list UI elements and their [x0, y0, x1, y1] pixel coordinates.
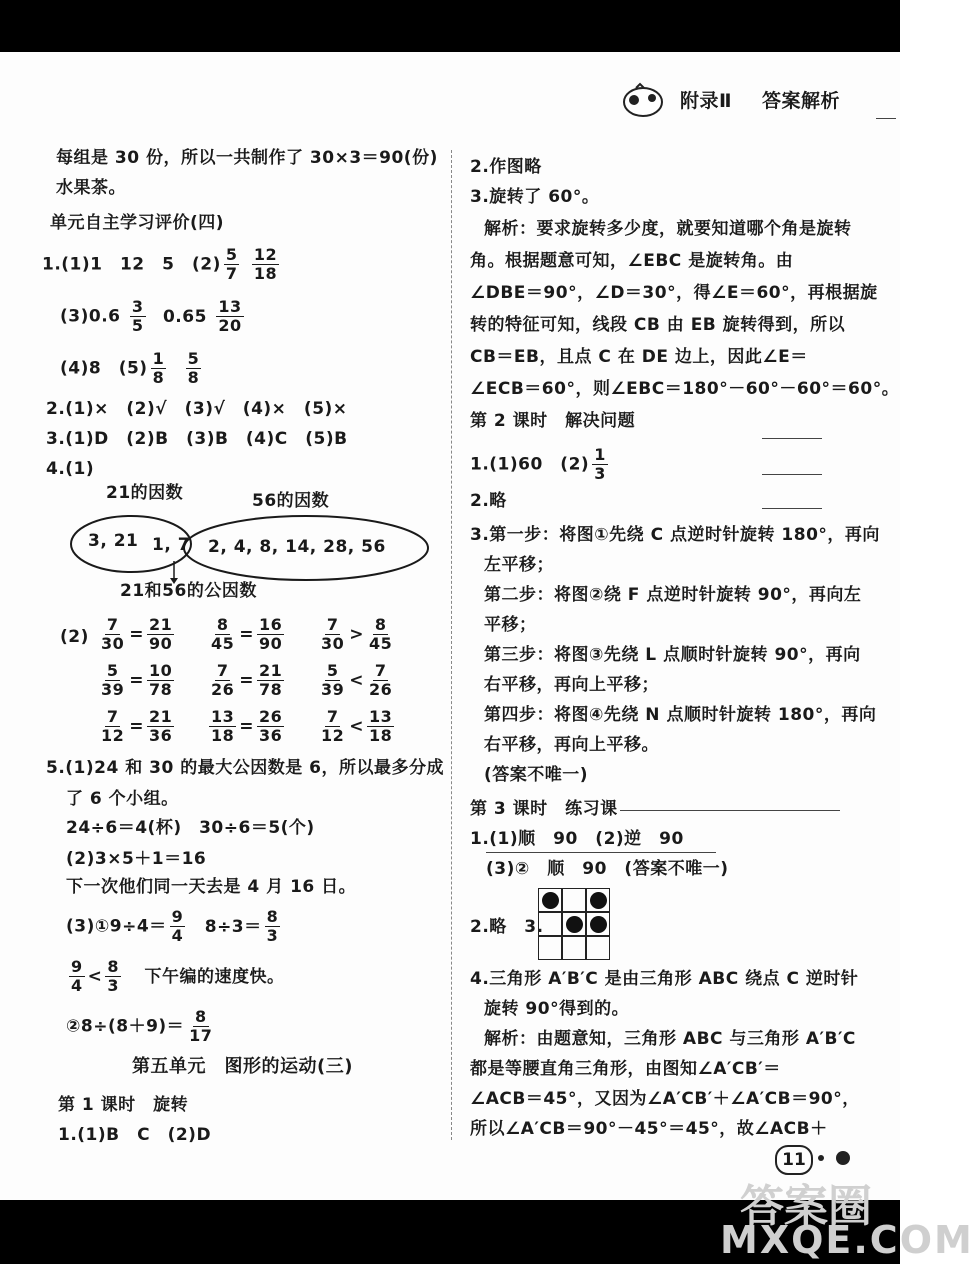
text-line: 1.(1)B C (2)D — [58, 1125, 212, 1145]
text-line: 角。根据题意可知，∠EBC 是旋转角。由 — [470, 251, 794, 271]
lesson-heading: 第 3 课时 练习课 — [470, 799, 618, 819]
fraction: $\frac{7}{26}$ — [211, 661, 235, 699]
comparison-operator: = — [239, 670, 255, 691]
answer-q5-3: (3)①9÷4＝ $\frac{9}{4}$ 8÷3＝ $\frac{8}{3}$ — [66, 907, 279, 945]
text-line: 都是等腰直角三角形，由图知∠A′CB′＝ — [470, 1059, 781, 1079]
fraction: $\frac{12}{18}$ — [253, 245, 278, 283]
text-line: 了 6 个小组。 — [66, 789, 179, 809]
dot-grid-figure — [538, 888, 610, 960]
comparison-operator: = — [239, 624, 255, 645]
answer-q1-line3: (3)0.6 $\frac{3}{5}$ 0.65 $\frac{13}{20}$ — [60, 297, 242, 335]
header-appendix: 附录Ⅱ — [680, 90, 733, 112]
venn-common: 1, 7 — [152, 535, 191, 555]
fraction-comparison — [316, 662, 397, 699]
text-line: 转的特征可知，线段 CB 由 EB 旋转得到，所以 — [470, 315, 846, 335]
text-line: 右平移，再向上平移。 — [484, 735, 659, 755]
column-divider — [451, 150, 452, 1140]
fraction: $\frac{3}{5}$ — [131, 297, 144, 335]
fraction-comparison — [96, 616, 177, 653]
fraction-comparison — [96, 708, 177, 745]
fraction-comparison — [96, 662, 177, 699]
fraction: $\frac{10}{78}$ — [149, 661, 173, 699]
text-line: 每组是 30 份，所以一共制作了 30×3＝90(份) — [56, 148, 438, 168]
answer-q1-line1: 1.(1)1 12 5 (2) $\frac{5}{7}$ $\frac{12}{18}$ — [42, 245, 278, 283]
page-number: 11 — [775, 1145, 813, 1175]
lesson-heading: 第 2 课时 解决问题 — [470, 411, 636, 431]
comparison-operator: < — [349, 670, 365, 691]
fraction: $\frac{7}{26}$ — [369, 661, 393, 699]
text-line: 所以∠A′CB＝90°－45°＝45°，故∠ACB＋ — [470, 1119, 828, 1139]
text-line: 下一次他们同一天去是 4 月 16 日。 — [66, 877, 357, 897]
fraction: $\frac{16}{90}$ — [259, 615, 283, 653]
text-line: 24÷6＝4(杯) 30÷6＝5(个) — [66, 818, 315, 838]
fraction: $\frac{21}{90}$ — [149, 615, 173, 653]
watermark-logo: 答案圈 — [740, 1181, 872, 1232]
text-line: 4.三角形 A′B′C 是由三角形 ABC 绕点 C 逆时针 — [470, 969, 859, 989]
text-line: 第二步：将图②绕 F 点逆时针旋转 90°，再向左 — [484, 585, 862, 605]
dot — [542, 892, 559, 909]
q4-2-label: (2) — [60, 627, 89, 647]
text-line: 2.略 — [470, 491, 507, 511]
heading-rule — [620, 810, 840, 811]
text-line: 平移； — [484, 615, 537, 635]
text-line: 解析：由题意知，三角形 ABC 与三角形 A′B′C — [484, 1029, 856, 1049]
fraction: $\frac{7}{12}$ — [101, 707, 125, 745]
text-line: ∠ECB＝60°，则∠EBC＝180°－60°－60°＝60°。 — [470, 379, 900, 399]
answer-q4: 4.(1) — [46, 459, 95, 479]
text-line: 右平移，再向上平移； — [484, 675, 659, 695]
fraction: $\frac{13}{18}$ — [369, 707, 393, 745]
fraction: $\frac{7}{30}$ — [101, 615, 125, 653]
fraction: $\frac{5}{39}$ — [321, 661, 345, 699]
fraction: $\frac{1}{8}$ — [152, 349, 165, 387]
header-mascot-icon — [622, 84, 664, 118]
text-line: 2.作图略 — [470, 157, 542, 177]
dot — [590, 892, 607, 909]
answer-q1-line4: (4)8 (5) $\frac{1}{8}$ $\frac{5}{8}$ — [60, 349, 200, 387]
answer-q3: 3.(1)D (2)B (3)B (4)C (5)B — [46, 429, 348, 449]
venn-left-title: 21的因数 — [106, 483, 184, 503]
fraction: $\frac{8}{45}$ — [211, 615, 235, 653]
text-line: (答案不唯一) — [484, 765, 589, 785]
text-line: 3.第一步：将图①先绕 C 点逆时针旋转 180°，再向 — [470, 525, 880, 545]
comparison-operator: = — [129, 624, 145, 645]
text-line: 旋转 90°得到的。 — [484, 999, 630, 1019]
blank-line — [762, 508, 822, 509]
unit-title: 第五单元 图形的运动(三) — [132, 1056, 353, 1077]
fraction: $\frac{8}{3}$ — [107, 957, 120, 995]
fraction: $\frac{21}{36}$ — [149, 707, 173, 745]
text-line: (2)3×5＋1＝16 — [66, 849, 207, 869]
text-line: 3.旋转了 60°。 — [470, 187, 600, 207]
fraction: $\frac{1}{3}$ — [594, 445, 606, 483]
answer-q5-3d: ②8÷(8＋9)＝ $\frac{8}{17}$ — [66, 1007, 213, 1045]
header-rule — [876, 118, 896, 119]
lesson-heading: 第 1 课时 旋转 — [58, 1095, 189, 1115]
text-line: 第三步：将图③先绕 L 点顺时针旋转 90°，再向 — [484, 645, 861, 665]
comparison-operator: = — [129, 716, 145, 737]
text-line: 水果茶。 — [56, 178, 126, 198]
fraction: $\frac{9}{4}$ — [171, 907, 184, 945]
fraction: $\frac{13}{20}$ — [218, 297, 242, 335]
text-line: 2.略 3. — [470, 917, 544, 937]
fraction: $\frac{26}{36}$ — [259, 707, 283, 745]
text-line: 第四步：将图④先绕 N 点顺时针旋转 180°，再向 — [484, 705, 877, 725]
scan-top-border — [0, 0, 900, 52]
text-line: ∠DBE＝90°，∠D＝30°，得∠E＝60°，再根据旋 — [470, 283, 878, 303]
blank-line — [762, 438, 822, 439]
text-line: CB＝EB，且点 C 在 DE 边上，因此∠E＝ — [470, 347, 808, 367]
comparison-operator: > — [349, 624, 365, 645]
text-line: (3)② 顺 90 (答案不唯一) — [486, 859, 729, 879]
dot — [590, 916, 607, 933]
header-section: 答案解析 — [762, 90, 841, 112]
text-line: 左平移； — [484, 555, 554, 575]
answer-q2: 2.(1)× (2)√ (3)√ (4)× (5)× — [46, 399, 348, 419]
text-line: ∠ACB＝45°，又因为∠A′CB′＋∠A′CB＝90°， — [470, 1089, 860, 1109]
page-dot-icon — [818, 1155, 824, 1161]
fraction: $\frac{8}{17}$ — [189, 1007, 213, 1045]
dot — [566, 916, 583, 933]
text-line: 5.(1)24 和 30 的最大公因数是 6，所以最多分成 — [46, 758, 444, 778]
fraction: $\frac{8}{3}$ — [266, 907, 279, 945]
comparison-operator: = — [239, 716, 255, 737]
fraction: $\frac{9}{4}$ — [71, 957, 83, 995]
answer-q5-3c: $\frac{9}{4}$ < $\frac{8}{3}$ 下午编的速度快。 — [71, 957, 285, 995]
answer-l2-q1: 1.(1)60 (2) $\frac{1}{3}$ — [470, 445, 606, 483]
fraction-comparison — [206, 616, 287, 653]
page-circle-icon — [836, 1151, 850, 1165]
fraction-comparison — [206, 662, 287, 699]
fraction: $\frac{13}{18}$ — [211, 707, 235, 745]
fraction: $\frac{8}{45}$ — [369, 615, 393, 653]
fraction-comparison — [316, 708, 397, 745]
blank-line — [762, 474, 822, 475]
venn-left-only: 3, 21 — [88, 531, 139, 551]
fraction: $\frac{5}{7}$ — [225, 245, 238, 283]
text-line: 解析：要求旋转多少度，就要知道哪个角是旋转 — [484, 219, 852, 239]
text-line: 1.(1)顺 90 (2)逆 90 — [470, 829, 684, 849]
venn-common-label: 21和56的公因数 — [120, 581, 257, 601]
fraction: $\frac{7}{30}$ — [321, 615, 345, 653]
fraction-comparison — [206, 708, 287, 745]
watermark-url: MXQE.COM — [720, 1218, 974, 1262]
comparison-operator: = — [129, 670, 145, 691]
heading-rule — [486, 852, 716, 853]
fraction: $\frac{5}{39}$ — [101, 661, 125, 699]
section-heading: 单元自主学习评价(四) — [50, 213, 225, 233]
comparison-operator: < — [349, 716, 365, 737]
fraction: $\frac{5}{8}$ — [187, 349, 200, 387]
fraction: $\frac{21}{78}$ — [259, 661, 283, 699]
fraction-comparison — [316, 616, 397, 653]
fraction: $\frac{7}{12}$ — [321, 707, 345, 745]
venn-right-title: 56的因数 — [252, 491, 330, 511]
venn-right-only: 2, 4, 8, 14, 28, 56 — [208, 537, 386, 557]
